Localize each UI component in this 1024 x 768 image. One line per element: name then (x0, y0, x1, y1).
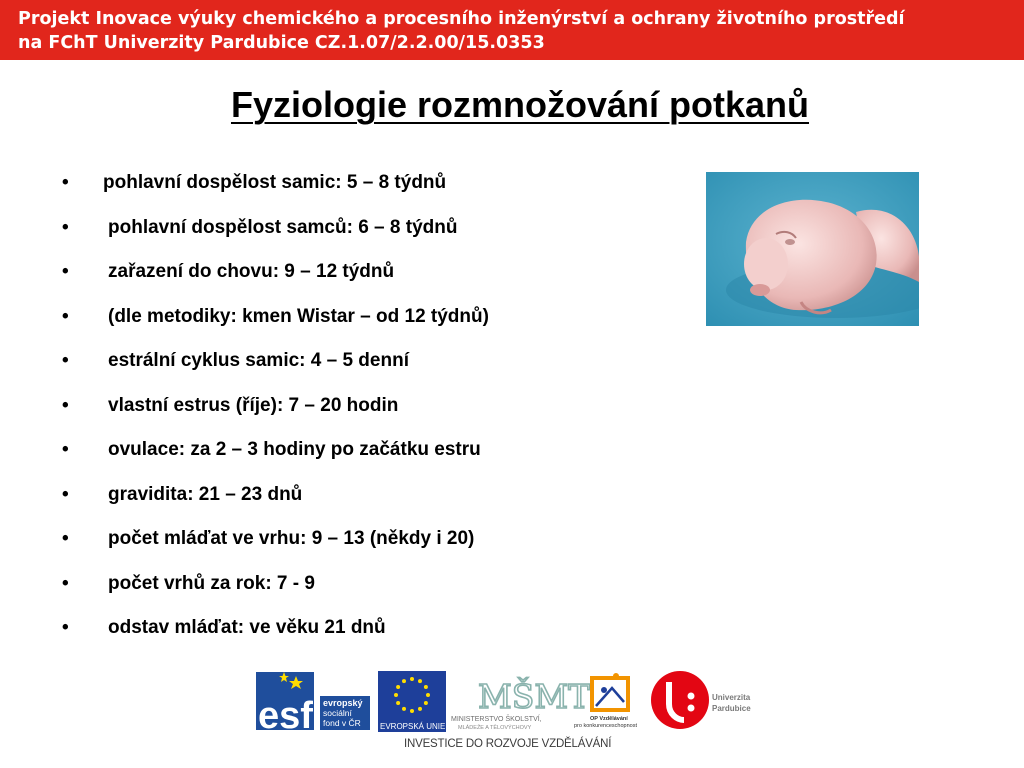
list-item-text: počet vrhů za rok: 7 - 9 (108, 572, 315, 594)
esf-line-3: fond v ČR (323, 718, 361, 728)
upce-line-1: Univerzita (712, 693, 751, 702)
eu-star-icon (426, 693, 430, 697)
list-item-text: odstav mláďat: ve věku 21 dnů (108, 617, 386, 638)
upce-line-2: Pardubice (712, 704, 751, 713)
msmt-logo (451, 676, 590, 731)
msmt-line-2: MLÁDEŽE A TĚLOVÝCHOVY (458, 725, 532, 731)
eu-star-icon (396, 685, 400, 689)
msmt-letters: MŠMT (478, 677, 591, 716)
banner-line-2: na FChT Univerzity Pardubice CZ.1.07/2.2.00/15.0353 (18, 33, 545, 53)
bullet-icon: • (62, 350, 69, 371)
esf-logo (256, 668, 370, 737)
msmt-line-1: MINISTERSTVO ŠKOLSTVÍ, (451, 716, 542, 723)
list-item-text: vlastní estrus (říje): 7 – 20 hodin (108, 394, 399, 416)
bullet-icon: • (62, 439, 69, 460)
list-item-text: počet mláďat ve vrhu: 9 – 13 (někdy i 20) (108, 528, 475, 549)
bullet-icon: • (62, 617, 69, 638)
bullet-icon: • (62, 528, 69, 549)
upce-logo (651, 671, 751, 729)
eu-star-icon (396, 701, 400, 705)
rat-pup-image (706, 172, 919, 326)
footer-slogan: INVESTICE DO ROZVOJE VZDĚLÁVÁNÍ (404, 738, 612, 750)
banner-line-1: Projekt Inovace výuky chemického a procesního inženýrství a ochrany životního prostředí (18, 9, 905, 29)
newborn-rat-photo (706, 172, 919, 326)
bullet-icon: • (62, 261, 69, 282)
esf-line-1: evropský (323, 698, 363, 708)
list-item-text: pohlavní dospělost samců: 6 – 8 týdnů (108, 216, 458, 238)
bullet-icon: • (62, 572, 69, 594)
eu-label: EVROPSKÁ UNIE (380, 722, 446, 731)
bullet-icon: • (62, 216, 69, 238)
eu-star-icon (402, 679, 406, 683)
eu-star-icon (402, 707, 406, 711)
eu-star-icon (394, 693, 398, 697)
eu-star-icon (418, 679, 422, 683)
list-item-text: estrální cyklus samic: 4 – 5 denní (108, 350, 409, 371)
bullet-icon: • (62, 483, 69, 505)
list-item-text: zařazení do chovu: 9 – 12 týdnů (108, 261, 395, 282)
esf-letters: esf (258, 695, 313, 737)
bullet-icon: • (62, 172, 69, 193)
list-item-text: pohlavní dospělost samic: 5 – 8 týdnů (103, 172, 447, 193)
eu-star-icon (424, 685, 428, 689)
bullet-icon: • (62, 394, 69, 416)
eu-star-icon (410, 709, 414, 713)
eu-star-icon (410, 677, 414, 681)
list-item-text: gravidita: 21 – 23 dnů (108, 483, 303, 505)
op-line-1: OP Vzdělávání (590, 716, 628, 722)
op-line-2: pro konkurenceschopnost (574, 723, 637, 729)
eu-star-icon (424, 701, 428, 705)
eu-star-icon (418, 707, 422, 711)
slide-title: Fyziologie rozmnožování potkanů (230, 84, 810, 125)
list-item-text: ovulace: za 2 – 3 hodiny po začátku estru (108, 439, 481, 460)
project-banner (0, 0, 1024, 60)
esf-line-2: sociální (323, 708, 352, 718)
eu-flag-logo (378, 671, 446, 732)
bullet-icon: • (62, 305, 69, 327)
list-item-text: (dle metodiky: kmen Wistar – od 12 týdnů) (108, 305, 489, 327)
